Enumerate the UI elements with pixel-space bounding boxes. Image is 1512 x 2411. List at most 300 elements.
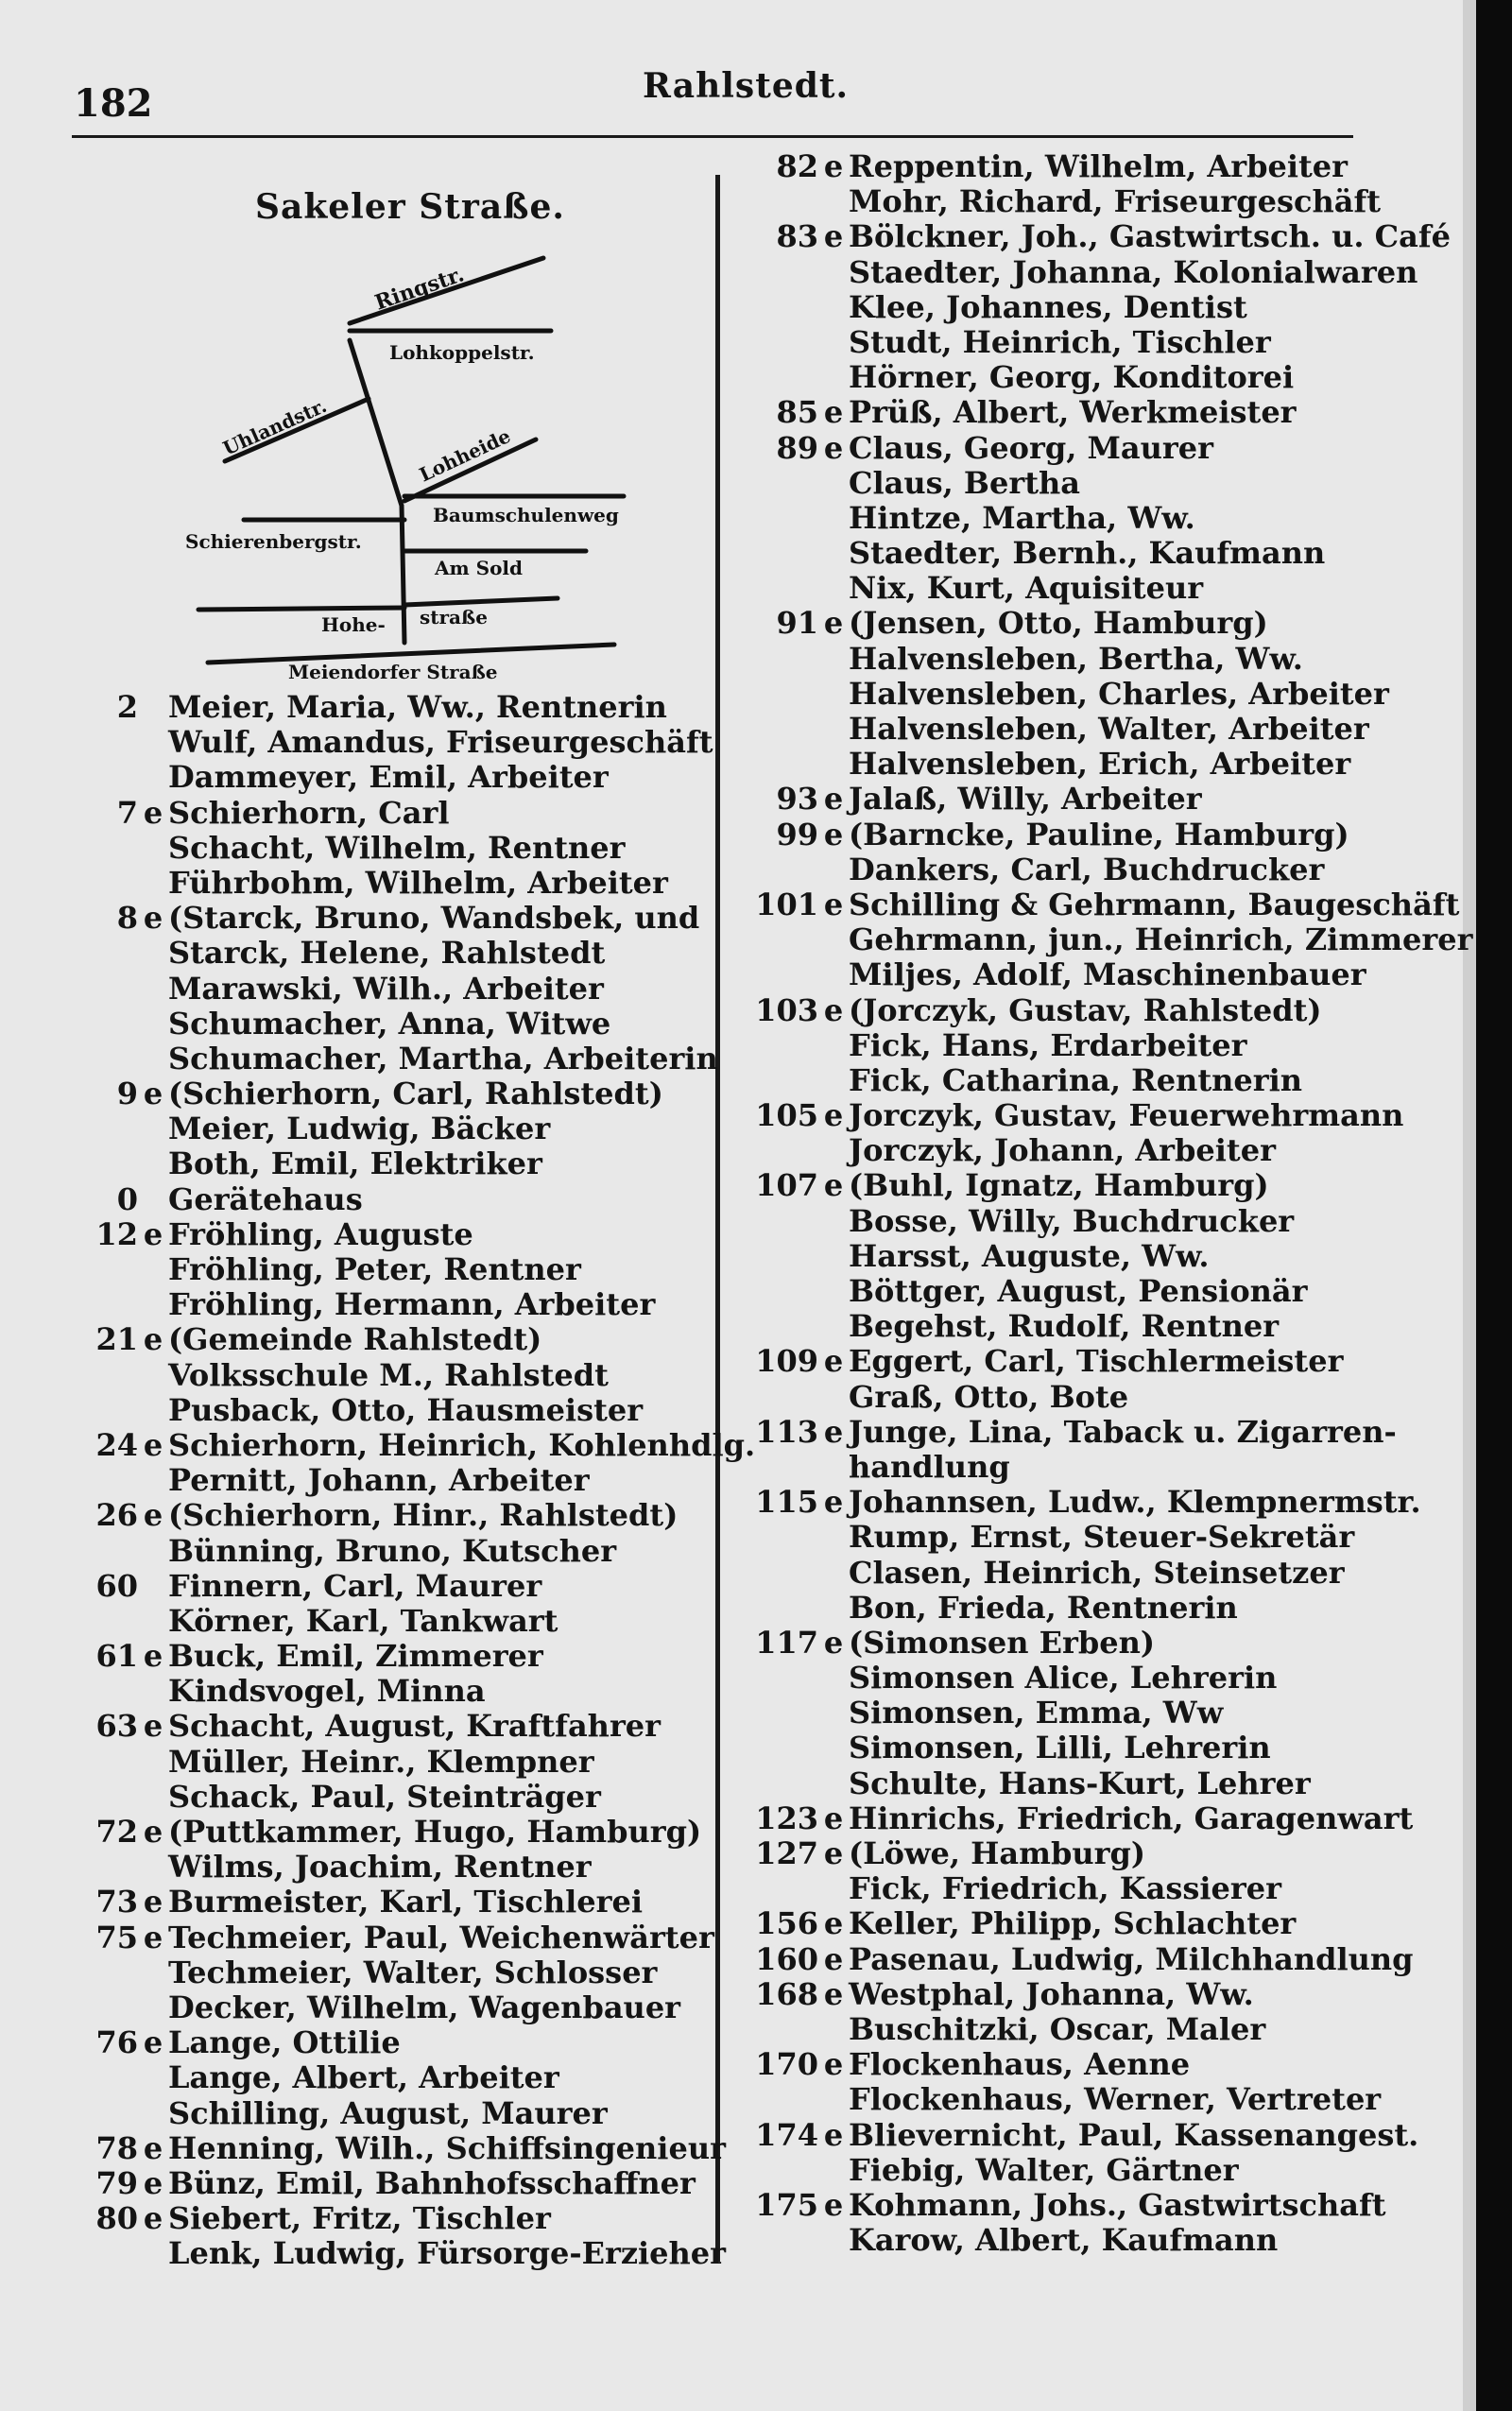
directory-entry xyxy=(737,2188,1472,2223)
house-number xyxy=(737,1520,818,1555)
resident-text: Hörner, Georg, Konditorei xyxy=(849,359,1295,396)
ownership-mark: e xyxy=(823,1975,844,2012)
directory-entry xyxy=(737,1204,1472,1239)
scan-edge xyxy=(1476,0,1512,2411)
house-number xyxy=(737,325,818,360)
ownership-mark xyxy=(138,1182,168,1217)
resident-text: Müller, Heinr., Klempner xyxy=(168,1743,594,1780)
ownership-mark: e xyxy=(143,1076,163,1112)
ownership-mark xyxy=(138,1287,168,1322)
directory-entry xyxy=(737,2082,1472,2117)
ownership-mark xyxy=(818,290,849,325)
resident-text: (Buhl, Ignatz, Hamburg) xyxy=(849,1167,1269,1204)
resident-text: Fick, Friedrich, Kassierer xyxy=(849,1870,1281,1907)
house-number: 117 xyxy=(755,1624,818,1661)
ownership-mark: e xyxy=(143,2129,163,2166)
resident-text: Schumacher, Anna, Witwe xyxy=(168,1005,611,1042)
ownership-mark xyxy=(138,1534,168,1569)
house-number xyxy=(737,1661,818,1696)
directory-entry xyxy=(737,2153,1472,2188)
directory-entry xyxy=(38,1920,755,1955)
directory-entry xyxy=(38,1111,755,1146)
house-number: 109 xyxy=(755,1343,818,1380)
ownership-mark xyxy=(138,1745,168,1780)
house-number xyxy=(737,922,818,957)
map-line-main-vertical xyxy=(402,506,404,643)
resident-text: Hintze, Martha, Ww. xyxy=(849,499,1195,536)
directory-entry xyxy=(737,1520,1472,1555)
resident-text: Techmeier, Walter, Schlosser xyxy=(168,1954,658,1990)
house-number: 83 xyxy=(776,218,818,255)
house-number xyxy=(737,1239,818,1274)
directory-entry xyxy=(737,466,1472,501)
directory-entry xyxy=(38,2060,755,2095)
map-label-ringstr: Ringstr. xyxy=(371,262,468,316)
ownership-mark: e xyxy=(823,2116,844,2153)
ownership-mark: e xyxy=(143,1884,163,1920)
resident-text: Finnern, Carl, Maurer xyxy=(168,1567,542,1604)
ownership-mark: e xyxy=(823,1413,844,1450)
map-label-uhlandstr: Uhlandstr. xyxy=(219,393,331,460)
directory-entry xyxy=(737,922,1472,957)
resident-text: Körner, Karl, Tankwart xyxy=(168,1602,558,1639)
ownership-mark xyxy=(818,325,849,360)
house-number xyxy=(38,1534,138,1569)
ownership-mark: e xyxy=(143,1919,163,1955)
ownership-mark xyxy=(138,1569,168,1604)
house-number xyxy=(38,1252,138,1287)
resident-text: (Jorczyk, Gustav, Rahlstedt) xyxy=(849,991,1322,1028)
house-number xyxy=(737,1591,818,1626)
resident-text: Decker, Wilhelm, Wagenbauer xyxy=(168,1989,681,2025)
house-number xyxy=(737,1309,818,1344)
resident-text: handlung xyxy=(849,1448,1010,1485)
right-column xyxy=(737,149,1472,2258)
house-number xyxy=(737,712,818,747)
house-number: 85 xyxy=(776,394,818,431)
house-number xyxy=(737,290,818,325)
directory-entry xyxy=(38,1182,755,1217)
directory-entry xyxy=(38,796,755,831)
directory-entry xyxy=(38,2131,755,2166)
directory-entry xyxy=(737,782,1472,817)
resident-text: (Starck, Bruno, Wandsbek, und xyxy=(168,900,700,937)
map-line-hohe-west xyxy=(198,608,404,610)
resident-text: (Schierhorn, Carl, Rahlstedt) xyxy=(168,1076,663,1112)
directory-entry xyxy=(737,2223,1472,2258)
directory-entry xyxy=(737,1133,1472,1168)
resident-text: Dammeyer, Emil, Arbeiter xyxy=(168,759,609,796)
resident-text: Schilling & Gehrmann, Baugeschäft xyxy=(849,886,1460,922)
directory-entry xyxy=(38,1534,755,1569)
resident-text: Rump, Ernst, Steuer-Sekretär xyxy=(849,1519,1355,1556)
resident-text: Junge, Lina, Taback u. Zigarren- xyxy=(849,1413,1397,1450)
resident-text: Claus, Georg, Maurer xyxy=(849,429,1213,466)
house-number: 91 xyxy=(776,605,818,642)
house-number: 63 xyxy=(95,1708,138,1745)
ownership-mark: e xyxy=(143,1814,163,1850)
directory-entry xyxy=(737,2012,1472,2047)
directory-entry xyxy=(737,571,1472,606)
house-number: 75 xyxy=(95,1919,138,1955)
directory-entry xyxy=(38,690,755,725)
directory-entry xyxy=(38,1393,755,1428)
house-number: 89 xyxy=(776,429,818,466)
ownership-mark xyxy=(138,760,168,795)
resident-text: Schulte, Hans-Kurt, Lehrer xyxy=(849,1765,1311,1801)
ownership-mark: e xyxy=(823,1343,844,1380)
house-number xyxy=(737,2223,818,2258)
house-number: 107 xyxy=(755,1167,818,1204)
resident-text: Wulf, Amandus, Friseurgeschäft xyxy=(168,724,713,761)
resident-text: Klee, Johannes, Dentist xyxy=(849,288,1247,325)
ownership-mark xyxy=(138,690,168,725)
house-number xyxy=(737,184,818,219)
ownership-mark xyxy=(818,1731,849,1765)
ownership-mark xyxy=(138,1463,168,1498)
resident-text: Henning, Wilh., Schiffsingenieur xyxy=(168,2129,726,2166)
resident-text: Bünning, Bruno, Kutscher xyxy=(168,1532,617,1569)
house-number: 61 xyxy=(95,1638,138,1675)
resident-text: Studt, Heinrich, Tischler xyxy=(849,323,1271,360)
resident-text: Schumacher, Martha, Arbeiterin xyxy=(168,1040,718,1076)
resident-text: Pusback, Otto, Hausmeister xyxy=(168,1391,644,1428)
resident-text: Meier, Maria, Ww., Rentnerin xyxy=(168,689,667,725)
map-line-main-diagonal xyxy=(350,340,402,506)
directory-entry xyxy=(38,760,755,795)
directory-entry xyxy=(737,290,1472,325)
house-number: 123 xyxy=(755,1800,818,1836)
resident-text: Reppentin, Wilhelm, Arbeiter xyxy=(849,148,1348,184)
ownership-mark: e xyxy=(823,2186,844,2223)
ownership-mark xyxy=(138,1358,168,1393)
ownership-mark: e xyxy=(823,218,844,255)
resident-text: Simonsen, Lilli, Lehrerin xyxy=(849,1730,1271,1766)
resident-text: Siebert, Fritz, Tischler xyxy=(168,2200,551,2237)
directory-entry xyxy=(38,1639,755,1674)
house-number xyxy=(38,1604,138,1639)
directory-entry xyxy=(737,1942,1472,1977)
house-number xyxy=(737,466,818,501)
resident-text: Burmeister, Karl, Tischlerei xyxy=(168,1884,643,1920)
resident-text: Jorczyk, Gustav, Feuerwehrmann xyxy=(849,1097,1404,1134)
house-number xyxy=(38,1007,138,1042)
ownership-mark xyxy=(818,1871,849,1906)
ownership-mark: e xyxy=(823,1097,844,1134)
house-number xyxy=(38,1287,138,1322)
ownership-mark: e xyxy=(823,886,844,922)
map-label-lohkoppelstr: Lohkoppelstr. xyxy=(389,341,535,364)
directory-entry xyxy=(737,1274,1472,1309)
house-number: 78 xyxy=(95,2129,138,2166)
resident-text: Johannsen, Ludw., Klempnermstr. xyxy=(849,1484,1421,1521)
directory-entry xyxy=(737,360,1472,395)
ownership-mark xyxy=(818,536,849,571)
house-number: 21 xyxy=(95,1321,138,1358)
resident-text: Marawski, Wilh., Arbeiter xyxy=(168,970,604,1007)
ownership-mark xyxy=(818,1133,849,1168)
house-number xyxy=(737,1204,818,1239)
house-number xyxy=(737,1380,818,1415)
resident-text: Halvensleben, Charles, Arbeiter xyxy=(849,675,1389,712)
directory-entry xyxy=(38,1604,755,1639)
ownership-mark: e xyxy=(143,1215,163,1252)
ownership-mark: e xyxy=(143,1426,163,1463)
house-number xyxy=(38,1745,138,1780)
house-number: 73 xyxy=(95,1884,138,1920)
house-number: 80 xyxy=(95,2200,138,2237)
directory-entry xyxy=(737,1098,1472,1133)
directory-entry xyxy=(737,1661,1472,1696)
resident-text: Meier, Ludwig, Bäcker xyxy=(168,1111,551,1147)
map-label-baumschulenweg: Baumschulenweg xyxy=(433,504,619,526)
map-label-hohe: Hohe- xyxy=(321,613,386,636)
directory-entry xyxy=(737,606,1472,641)
directory-entry xyxy=(737,1063,1472,1098)
house-number xyxy=(38,1358,138,1393)
house-number: 156 xyxy=(755,1905,818,1942)
directory-entry xyxy=(737,1485,1472,1520)
ownership-mark: e xyxy=(823,781,844,818)
house-number: 168 xyxy=(755,1975,818,2012)
directory-entry xyxy=(737,747,1472,782)
ownership-mark xyxy=(818,1028,849,1063)
directory-entry xyxy=(38,1042,755,1076)
directory-entry xyxy=(737,818,1472,852)
ownership-mark xyxy=(818,922,849,957)
resident-text: Mohr, Richard, Friseurgeschäft xyxy=(849,183,1382,220)
directory-entry xyxy=(737,431,1472,466)
ownership-mark: e xyxy=(823,1835,844,1871)
ownership-mark xyxy=(818,2223,849,2258)
ownership-mark: e xyxy=(143,2024,163,2061)
directory-entry xyxy=(38,1674,755,1709)
directory-entry xyxy=(38,1322,755,1357)
directory-entry xyxy=(737,887,1472,922)
directory-entry xyxy=(38,901,755,936)
directory-entry xyxy=(737,255,1472,290)
directory-entry xyxy=(38,936,755,971)
resident-text: Nix, Kurt, Aquisiteur xyxy=(849,570,1204,607)
resident-text: Flockenhaus, Aenne xyxy=(849,2046,1191,2083)
directory-entry xyxy=(737,536,1472,571)
house-number xyxy=(737,957,818,992)
ownership-mark xyxy=(138,2236,168,2271)
ownership-mark xyxy=(818,2082,849,2117)
ownership-mark xyxy=(818,1239,849,1274)
house-number: 9 xyxy=(116,1076,138,1112)
house-number xyxy=(737,1556,818,1591)
ownership-mark xyxy=(818,1520,849,1555)
directory-entry xyxy=(38,1709,755,1744)
ownership-mark xyxy=(818,1591,849,1626)
ownership-mark: e xyxy=(823,1800,844,1836)
house-number xyxy=(737,1133,818,1168)
ownership-mark xyxy=(138,725,168,760)
ownership-mark xyxy=(818,255,849,290)
ownership-mark xyxy=(138,1393,168,1428)
ownership-mark: e xyxy=(823,1167,844,1204)
house-number xyxy=(38,936,138,971)
house-number xyxy=(38,2236,138,2271)
directory-entry xyxy=(737,1836,1472,1871)
house-number: 26 xyxy=(95,1497,138,1534)
house-number xyxy=(737,677,818,712)
house-number: 60 xyxy=(95,1567,138,1604)
map-label-schierenbergstr: Schierenbergstr. xyxy=(185,530,362,553)
house-number: 127 xyxy=(755,1835,818,1871)
house-number xyxy=(737,1063,818,1098)
map-line-hohe-east xyxy=(404,598,558,605)
resident-text: Schilling, August, Maurer xyxy=(168,2094,608,2131)
directory-entry xyxy=(737,1415,1472,1450)
resident-text: Fröhling, Hermann, Arbeiter xyxy=(168,1286,656,1323)
resident-text: Pasenau, Ludwig, Milchhandlung xyxy=(849,1940,1414,1977)
ownership-mark: e xyxy=(143,2164,163,2201)
directory-entry xyxy=(737,1906,1472,1941)
directory-entry xyxy=(737,1766,1472,1801)
house-number xyxy=(38,972,138,1007)
house-number xyxy=(38,760,138,795)
house-number xyxy=(38,866,138,901)
resident-text: Fiebig, Walter, Gärtner xyxy=(849,2151,1239,2188)
resident-text: Kohmann, Johs., Gastwirtschaft xyxy=(849,2186,1386,2223)
directory-entry xyxy=(38,1780,755,1815)
ownership-mark: e xyxy=(143,1321,163,1358)
directory-entry xyxy=(737,1591,1472,1626)
house-number xyxy=(737,571,818,606)
street-title: Sakeler Straße. xyxy=(255,187,565,227)
ownership-mark: e xyxy=(143,794,163,831)
house-number: 0 xyxy=(116,1180,138,1217)
directory-entry xyxy=(737,1696,1472,1731)
ownership-mark xyxy=(138,1780,168,1815)
resident-text: Wilms, Joachim, Rentner xyxy=(168,1849,592,1886)
resident-text: Fröhling, Peter, Rentner xyxy=(168,1251,581,1287)
directory-entry xyxy=(737,1871,1472,1906)
ownership-mark: e xyxy=(143,1497,163,1534)
resident-text: Staedter, Bernh., Kaufmann xyxy=(849,535,1326,572)
directory-entry xyxy=(38,972,755,1007)
ownership-mark xyxy=(818,501,849,536)
directory-entry xyxy=(737,1168,1472,1203)
directory-entry xyxy=(38,1287,755,1322)
directory-entry xyxy=(737,395,1472,430)
ownership-mark xyxy=(818,1450,849,1485)
house-number xyxy=(38,2096,138,2131)
directory-entry xyxy=(38,1990,755,2025)
directory-entry xyxy=(737,1309,1472,1344)
resident-text: Schack, Paul, Steinträger xyxy=(168,1778,601,1815)
directory-entry xyxy=(38,866,755,901)
house-number xyxy=(38,1463,138,1498)
directory-entry xyxy=(737,642,1472,677)
directory-entry xyxy=(737,957,1472,992)
ownership-mark xyxy=(138,2060,168,2095)
ownership-mark xyxy=(818,2153,849,2188)
ownership-mark xyxy=(138,1955,168,1990)
ownership-mark: e xyxy=(823,991,844,1028)
resident-text: Böttger, August, Pensionär xyxy=(849,1273,1308,1309)
ownership-mark xyxy=(818,747,849,782)
directory-entry xyxy=(38,1569,755,1604)
resident-text: Bosse, Willy, Buchdrucker xyxy=(849,1202,1295,1239)
house-number xyxy=(737,536,818,571)
ownership-mark: e xyxy=(823,429,844,466)
street-map xyxy=(180,236,633,680)
directory-entry xyxy=(38,1955,755,1990)
directory-entry xyxy=(38,831,755,866)
resident-text: Prüß, Albert, Werkmeister xyxy=(849,394,1297,431)
ownership-mark xyxy=(818,466,849,501)
house-number: 174 xyxy=(755,2116,818,2153)
ownership-mark xyxy=(818,1274,849,1309)
house-number: 175 xyxy=(755,2186,818,2223)
directory-entry xyxy=(737,149,1472,184)
ownership-mark: e xyxy=(143,900,163,937)
ownership-mark: e xyxy=(823,605,844,642)
resident-text: Simonsen Alice, Lehrerin xyxy=(849,1660,1278,1696)
directory-entry xyxy=(737,712,1472,747)
resident-text: (Jensen, Otto, Hamburg) xyxy=(849,605,1268,642)
resident-text: Fick, Catharina, Rentnerin xyxy=(849,1061,1302,1098)
resident-text: Gerätehaus xyxy=(168,1180,363,1217)
resident-text: Graß, Otto, Bote xyxy=(849,1378,1129,1415)
house-number: 115 xyxy=(755,1484,818,1521)
directory-entry xyxy=(737,325,1472,360)
directory-entry xyxy=(737,1801,1472,1836)
house-number: 113 xyxy=(755,1413,818,1450)
house-number: 160 xyxy=(755,1940,818,1977)
resident-text: Buck, Emil, Zimmerer xyxy=(168,1638,543,1675)
ownership-mark xyxy=(818,1309,849,1344)
house-number: 93 xyxy=(776,781,818,818)
ownership-mark xyxy=(818,1556,849,1591)
ownership-mark: e xyxy=(823,1624,844,1661)
directory-entry xyxy=(38,1745,755,1780)
resident-text: Westphal, Johanna, Ww. xyxy=(849,1975,1254,2012)
directory-entry xyxy=(737,501,1472,536)
directory-entry xyxy=(38,1885,755,1920)
resident-text: Claus, Bertha xyxy=(849,464,1080,501)
ownership-mark xyxy=(138,1604,168,1639)
house-number: 105 xyxy=(755,1097,818,1134)
house-number xyxy=(737,1731,818,1765)
house-number xyxy=(38,1393,138,1428)
ownership-mark: e xyxy=(823,1905,844,1942)
ownership-mark xyxy=(818,571,849,606)
ownership-mark: e xyxy=(143,2200,163,2237)
house-number xyxy=(737,1871,818,1906)
resident-text: Halvensleben, Walter, Arbeiter xyxy=(849,711,1369,747)
ownership-mark: e xyxy=(823,2046,844,2083)
ownership-mark xyxy=(818,1661,849,1696)
house-number: 72 xyxy=(95,1814,138,1850)
ownership-mark xyxy=(818,957,849,992)
ownership-mark xyxy=(818,677,849,712)
resident-text: Pernitt, Johann, Arbeiter xyxy=(168,1462,590,1499)
ownership-mark xyxy=(818,1696,849,1731)
ownership-mark xyxy=(138,1990,168,2025)
resident-text: Techmeier, Paul, Weichenwärter xyxy=(168,1919,714,1955)
resident-text: Keller, Philipp, Schlachter xyxy=(849,1905,1297,1942)
house-number xyxy=(737,642,818,677)
ownership-mark: e xyxy=(823,816,844,852)
directory-entry xyxy=(737,1450,1472,1485)
directory-entry xyxy=(737,184,1472,219)
directory-entry xyxy=(737,219,1472,254)
resident-text: Blievernicht, Paul, Kassenangest. xyxy=(849,2116,1419,2153)
